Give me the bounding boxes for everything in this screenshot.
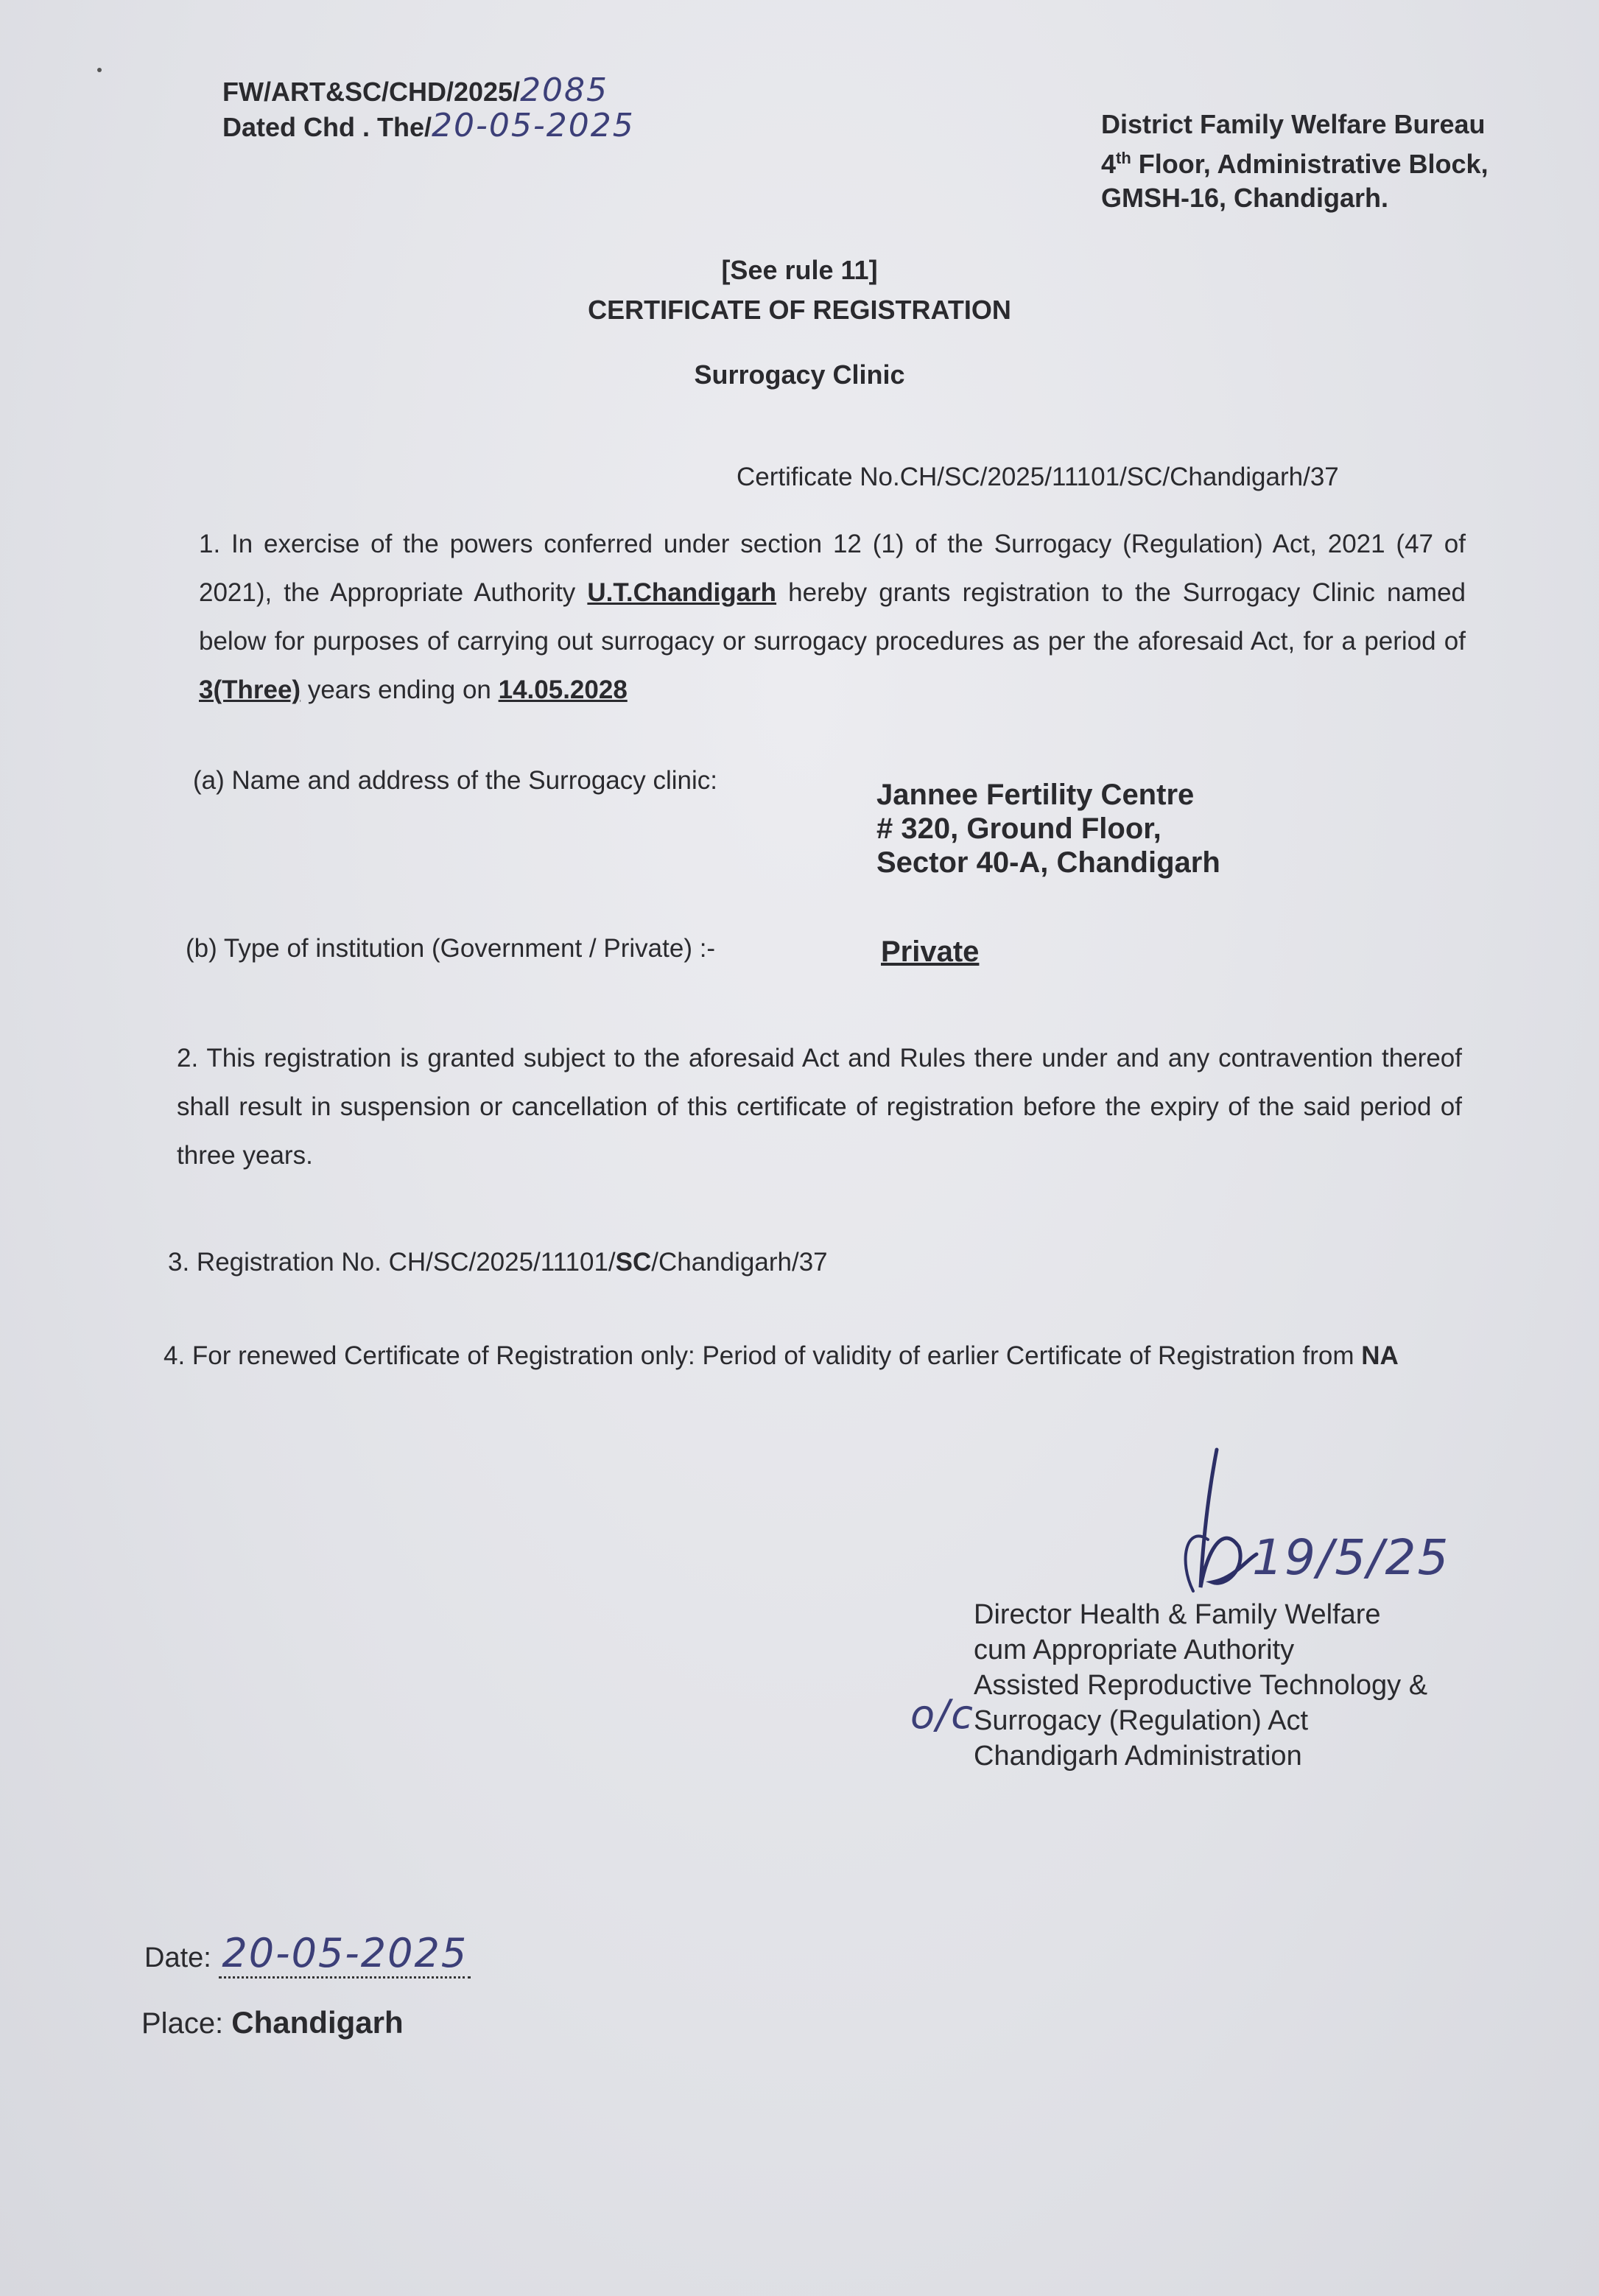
designation-line-1: Director Health & Family Welfare xyxy=(974,1599,1381,1630)
paragraph-2: 2. This registration is granted subject to the aforesaid Act and Rules there under and any contravention thereof shall result in suspension or cancellation of this certificate of registration before the expiry of the said period of three years. xyxy=(177,1044,1462,1170)
designation-line-5: Chandigarh Administration xyxy=(974,1741,1302,1772)
institution-type-value: Private xyxy=(881,935,980,968)
dated-line xyxy=(222,109,635,144)
earlier-validity-value: NA xyxy=(1361,1341,1399,1370)
reference-number-printed: FW/ART&SC/CHD/2025/ xyxy=(222,77,521,107)
reference-number-line xyxy=(222,71,635,109)
rule-reference: [See rule 11] xyxy=(721,255,878,285)
certificate-subtitle: Surrogacy Clinic xyxy=(694,359,905,390)
signature-date: 19/5/25 xyxy=(1252,1529,1450,1586)
footer-date-handwritten: 20-05-2025 xyxy=(222,1930,468,1976)
authority-name: U.T.Chandigarh xyxy=(587,578,777,607)
dated-handwritten: 20-05-2025 xyxy=(432,107,635,144)
paragraph-1: 1. In exercise of the powers conferred under section 12 (1) of the Surrogacy (Regulation) Act, 2021 (47 of 2021), the Appropriate Authority U.T.Chandigarh hereby grants registration to the Surrogacy Clinic named below for purposes of carrying out surrogacy or surrogacy procedures as per the aforesaid Act, for a period of 3(Three) years ending on 14.05.2028 xyxy=(199,530,1466,704)
designation-line-4: Surrogacy (Regulation) Act xyxy=(974,1705,1309,1736)
reference-block xyxy=(222,71,635,144)
clinic-name: Jannee Fertility Centre xyxy=(876,779,1195,811)
registration-end-date: 14.05.2028 xyxy=(498,675,628,704)
footer-date: Date: 20-05-2025 xyxy=(144,1930,471,1979)
certificate-number: Certificate No.CH/SC/2025/11101/SC/Chandigarh/37 xyxy=(737,463,1339,491)
designation-line-2: cum Appropriate Authority xyxy=(974,1635,1295,1665)
footer-place-value: Chandigarh xyxy=(231,2005,404,2040)
office-line-3: GMSH-16, Chandigarh. xyxy=(1101,183,1389,213)
office-line-2: 4th Floor, Administrative Block, xyxy=(1101,149,1489,179)
office-line-1: District Family Welfare Bureau xyxy=(1101,109,1486,139)
paragraph-3: 3. Registration No. CH/SC/2025/11101/SC/Chandigarh/37 xyxy=(168,1248,828,1277)
institution-type-label: (b) Type of institution (Government / Private) :- xyxy=(186,934,716,963)
paragraph-4: 4. For renewed Certificate of Registration only: Period of validity of earlier Certificate of Registration from NA xyxy=(164,1341,1399,1370)
clinic-address-line-1: # 320, Ground Floor, xyxy=(876,812,1162,845)
dated-printed: Dated Chd . The/ xyxy=(222,112,432,142)
designation-line-3: Assisted Reproductive Technology & xyxy=(974,1670,1428,1701)
margin-dot xyxy=(97,68,102,72)
office-address xyxy=(1101,108,1489,215)
reference-number-handwritten: 2085 xyxy=(520,71,609,109)
clinic-address-line-2: Sector 40-A, Chandigarh xyxy=(876,846,1220,879)
clinic-name-address xyxy=(876,778,1220,880)
clinic-name-label: (a) Name and address of the Surrogacy clinic: xyxy=(193,766,717,795)
certificate-title: CERTIFICATE OF REGISTRATION xyxy=(588,295,1011,325)
footer-place: Place: Chandigarh xyxy=(141,2005,404,2040)
signatory-designation xyxy=(974,1597,1427,1774)
margin-note: o/c xyxy=(910,1691,974,1738)
registration-period: 3(Three) xyxy=(199,675,301,704)
